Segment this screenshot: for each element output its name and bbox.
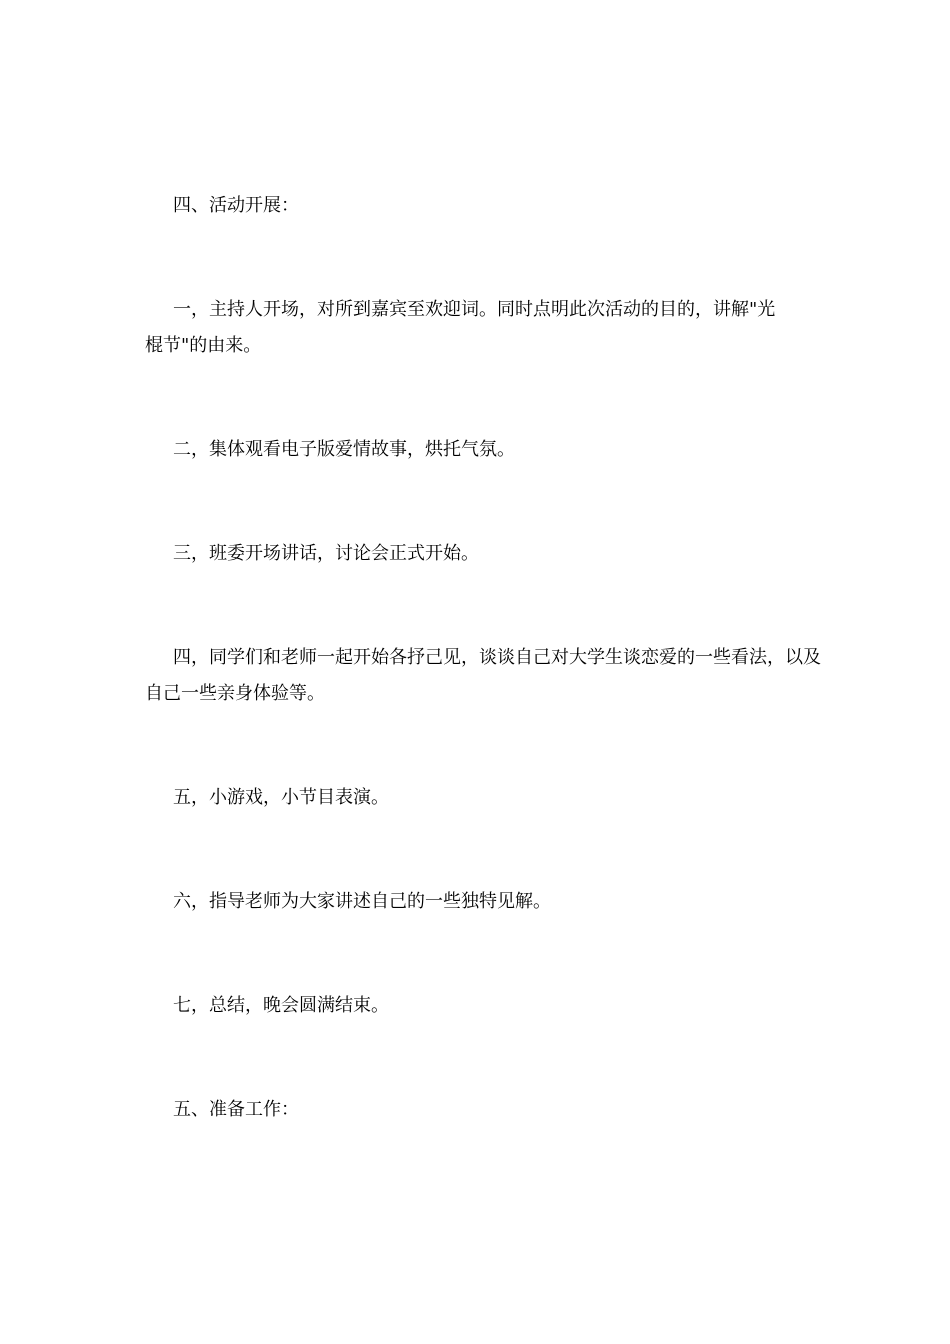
list-item-discussion: 四，同学们和老师一起开始各抒己见，谈谈自己对大学生谈恋爱的一些看法，以及自己一些亲身体验等。 (145, 647, 821, 704)
section-heading-activities: 四、活动开展： (173, 195, 299, 216)
list-item-committee-speech: 三，班委开场讲话，讨论会正式开始。 (173, 543, 479, 564)
list-item-games: 五，小游戏，小节目表演。 (173, 787, 389, 808)
list-item-video: 二，集体观看电子版爱情故事，烘托气氛。 (173, 439, 515, 460)
list-item-opening: 一，主持人开场，对所到嘉宾至欢迎词。同时点明此次活动的目的，讲解"光棍节"的由来。 (145, 299, 776, 356)
list-item-conclusion: 七，总结，晚会圆满结束。 (173, 995, 389, 1016)
section-heading-preparation: 五、准备工作： (173, 1099, 299, 1120)
list-item-teacher-insights: 六，指导老师为大家讲述自己的一些独特见解。 (173, 891, 551, 912)
